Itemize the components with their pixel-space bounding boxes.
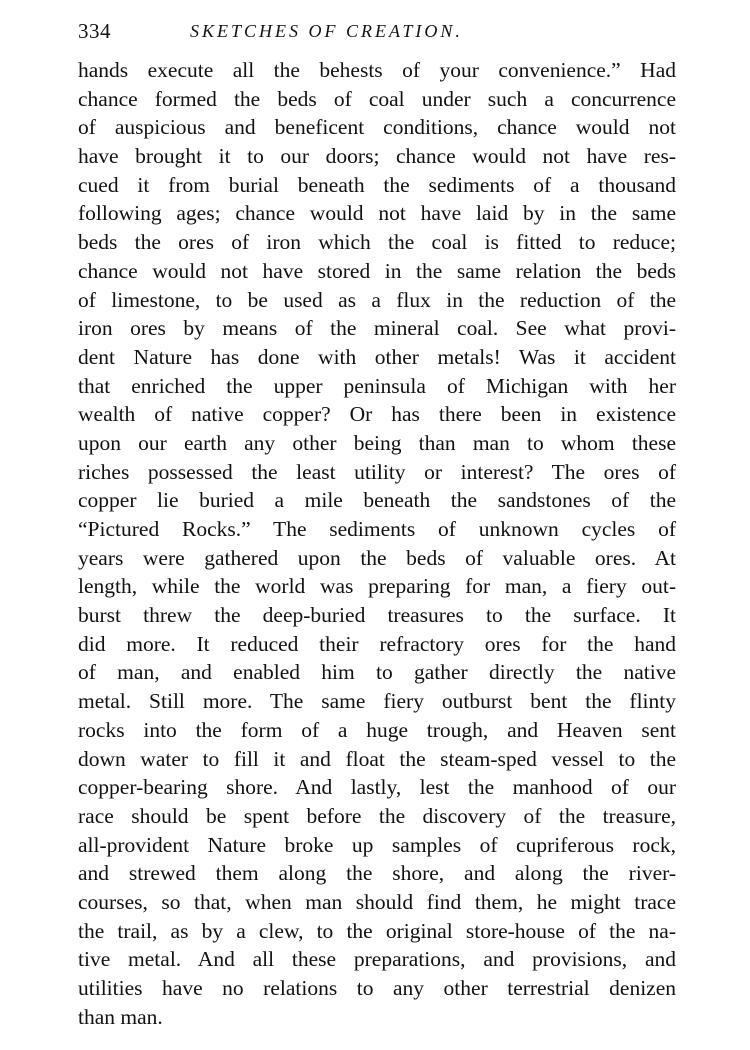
body-paragraph bbox=[78, 56, 676, 1031]
text-line: chance would not have stored in the same relation the beds bbox=[78, 258, 676, 283]
text-line: utilities have no relations to any other terrestrial denizen bbox=[78, 976, 676, 1000]
text-line: beds the ores of iron which the coal is fitted to reduce; bbox=[78, 230, 676, 255]
text-line: of man, and enabled him to gather directly the native bbox=[78, 660, 676, 685]
text-line: that enriched the upper peninsula of Michigan with her bbox=[78, 373, 676, 398]
text-line: race should be spent before the discovery of the treasure, bbox=[78, 803, 676, 828]
text-line: length, while the world was preparing for man, a fiery out- bbox=[78, 574, 676, 599]
running-head bbox=[78, 16, 674, 46]
text-line: wealth of native copper? Or has there been in existence bbox=[78, 402, 676, 427]
text-line: upon our earth any other being than man to whom these bbox=[78, 430, 676, 455]
text-line: hands execute all the behests of your convenience.” Had bbox=[78, 58, 676, 82]
text-line: down water to fill it and float the steam-sped vessel to the bbox=[78, 746, 676, 771]
text-line: riches possessed the least utility or interest? The ores of bbox=[78, 459, 676, 484]
text-line: metal. Still more. The same fiery outburst bent the flinty bbox=[78, 689, 676, 714]
text-line: and strewed them along the shore, and along the river- bbox=[78, 861, 676, 886]
text-line: “Pictured Rocks.” The sediments of unknown cycles of bbox=[78, 517, 676, 541]
text-line: of limestone, to be used as a flux in the reduction of the bbox=[78, 287, 676, 312]
page-number: 334 bbox=[78, 19, 111, 43]
text-line-final: than man. bbox=[78, 1004, 163, 1029]
text-line: did more. It reduced their refractory ores for the hand bbox=[78, 631, 676, 656]
text-line: the trail, as by a clew, to the original store-house of the na- bbox=[78, 918, 676, 943]
text-line: courses, so that, when man should find them, he might trace bbox=[78, 889, 676, 914]
text-line: chance formed the beds of coal under such a concurrence bbox=[78, 86, 676, 111]
text-line: of auspicious and beneficent conditions, chance would not bbox=[78, 115, 676, 140]
text-line: all-provident Nature broke up samples of cupriferous rock, bbox=[78, 832, 676, 857]
text-line: copper-bearing shore. And lastly, lest the manhood of our bbox=[78, 775, 676, 800]
text-line: cued it from burial beneath the sediments of a thousand bbox=[78, 172, 676, 197]
text-line: rocks into the form of a huge trough, and Heaven sent bbox=[78, 717, 676, 742]
text-line: dent Nature has done with other metals! Was it accident bbox=[78, 344, 676, 369]
text-line: copper lie buried a mile beneath the sandstones of the bbox=[78, 488, 676, 513]
text-line: following ages; chance would not have laid by in the same bbox=[78, 201, 676, 226]
running-title: SKETCHES OF CREATION. bbox=[190, 21, 463, 41]
text-line: years were gathered upon the beds of valuable ores. At bbox=[78, 545, 676, 570]
text-line: iron ores by means of the mineral coal. See what provi- bbox=[78, 316, 676, 341]
text-line: tive metal. And all these preparations, and provisions, and bbox=[78, 947, 676, 972]
text-line: burst threw the deep-buried treasures to the surface. It bbox=[78, 603, 676, 628]
text-line: have brought it to our doors; chance would not have res- bbox=[78, 144, 676, 169]
